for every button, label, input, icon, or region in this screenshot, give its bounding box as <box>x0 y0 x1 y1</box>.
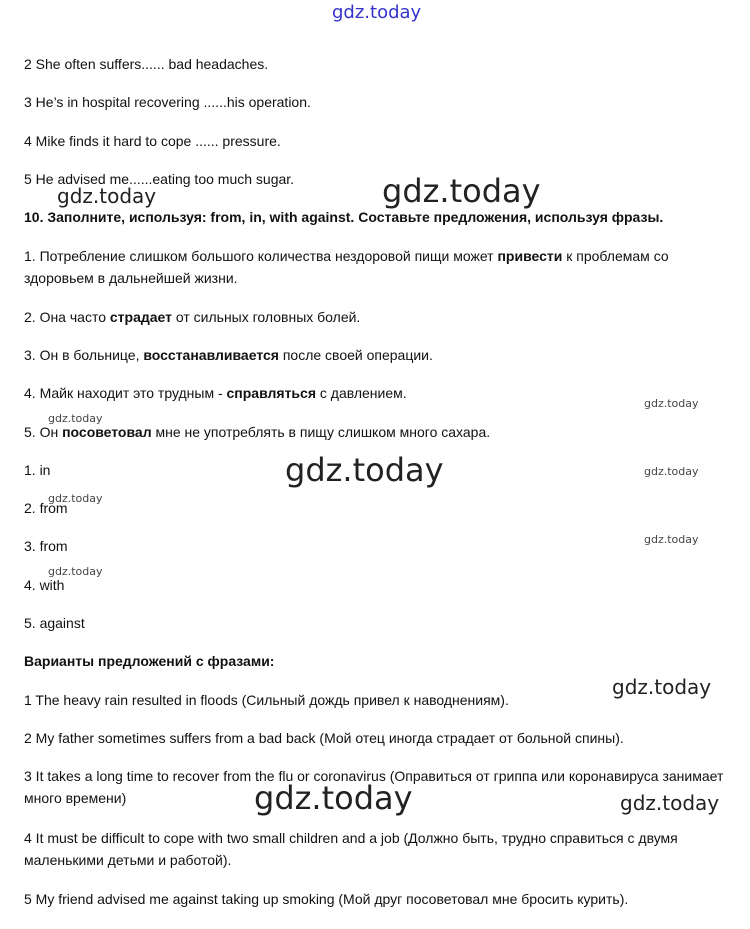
watermark-mid-1: gdz.today <box>57 184 157 208</box>
translation-3-before: 3. Он в больнице, <box>24 347 144 363</box>
translation-1-after: к проблемам со здоровьем в дальнейшей жизни. <box>24 248 669 286</box>
watermark-mid-2: gdz.today <box>612 675 712 699</box>
watermark-top: gdz.today <box>332 2 422 23</box>
exercise-item-2: 2 She often suffers...... bad headaches. <box>24 56 269 72</box>
translation-5-before: 5. Он <box>24 424 63 440</box>
task10-heading: 10. Заполните, используя: from, in, with against. Составьте предложения, используя фразы. <box>24 209 664 225</box>
answer-4: 4. with <box>24 577 65 593</box>
variant-3: 3 It takes a long time to recover from the flu or coronavirus (Оправиться от гриппа или коронавируса занимает много времени) <box>24 768 724 806</box>
translation-1-bold: привести <box>497 248 563 264</box>
translation-4 <box>24 382 407 404</box>
variant-4: 4 It must be difficult to cope with two small children and a job (Должно быть, трудно справиться с двумя маленькими детьми и работой). <box>24 830 678 868</box>
translation-3 <box>24 344 433 366</box>
watermark-small-4: gdz.today <box>48 492 103 505</box>
answer-1: 1. in <box>24 462 51 478</box>
watermark-small-2: gdz.today <box>644 397 699 410</box>
answer-2: 2. from <box>24 500 68 516</box>
translation-2-before: 2. Она часто <box>24 309 110 325</box>
answer-3: 3. from <box>24 538 68 554</box>
watermark-large-3: gdz.today <box>254 779 413 817</box>
translation-5-after: мне не употреблять в пищу слишком много сахара. <box>151 424 491 440</box>
exercise-item-3: 3 He’s in hospital recovering ......his operation. <box>24 94 311 110</box>
variant-5: 5 My friend advised me against taking up smoking (Мой друг посоветовал мне бросить курить). <box>24 891 629 907</box>
exercise-item-4: 4 Mike finds it hard to cope ...... pressure. <box>24 133 281 149</box>
translation-3-after: после своей операции. <box>278 347 433 363</box>
translation-5-bold: посоветовал <box>62 424 152 440</box>
translation-3-bold: восстанавливается <box>143 347 279 363</box>
translation-2-after: от сильных головных болей. <box>172 309 361 325</box>
translation-4-after: с давлением. <box>316 385 407 401</box>
translation-4-bold: справляться <box>226 385 316 401</box>
translation-2-bold: страдает <box>109 309 172 325</box>
translation-1 <box>24 245 730 289</box>
answer-5: 5. against <box>24 615 85 631</box>
watermark-small-3: gdz.today <box>644 465 699 478</box>
watermark-large-1: gdz.today <box>382 172 541 210</box>
translation-4-before: 4. Майк находит это трудным - <box>24 385 227 401</box>
watermark-large-2: gdz.today <box>285 451 444 489</box>
translation-1-before: 1. Потребление слишком большого количества нездоровой пищи может <box>24 248 498 264</box>
variant-1: 1 The heavy rain resulted in floods (Сильный дождь привел к наводнениям). <box>24 692 509 708</box>
watermark-small-5: gdz.today <box>644 533 699 546</box>
variant-2: 2 My father sometimes suffers from a bad back (Мой отец иногда страдает от больной спины). <box>24 730 624 746</box>
variants-heading: Варианты предложений с фразами: <box>24 653 275 669</box>
translation-2 <box>24 306 360 328</box>
watermark-mid-3: gdz.today <box>620 791 720 815</box>
translation-5 <box>24 421 490 443</box>
watermark-small-1: gdz.today <box>48 412 103 425</box>
watermark-small-6: gdz.today <box>48 565 103 578</box>
exercise-item-5: 5 He advised me......eating too much sugar. <box>24 171 295 187</box>
